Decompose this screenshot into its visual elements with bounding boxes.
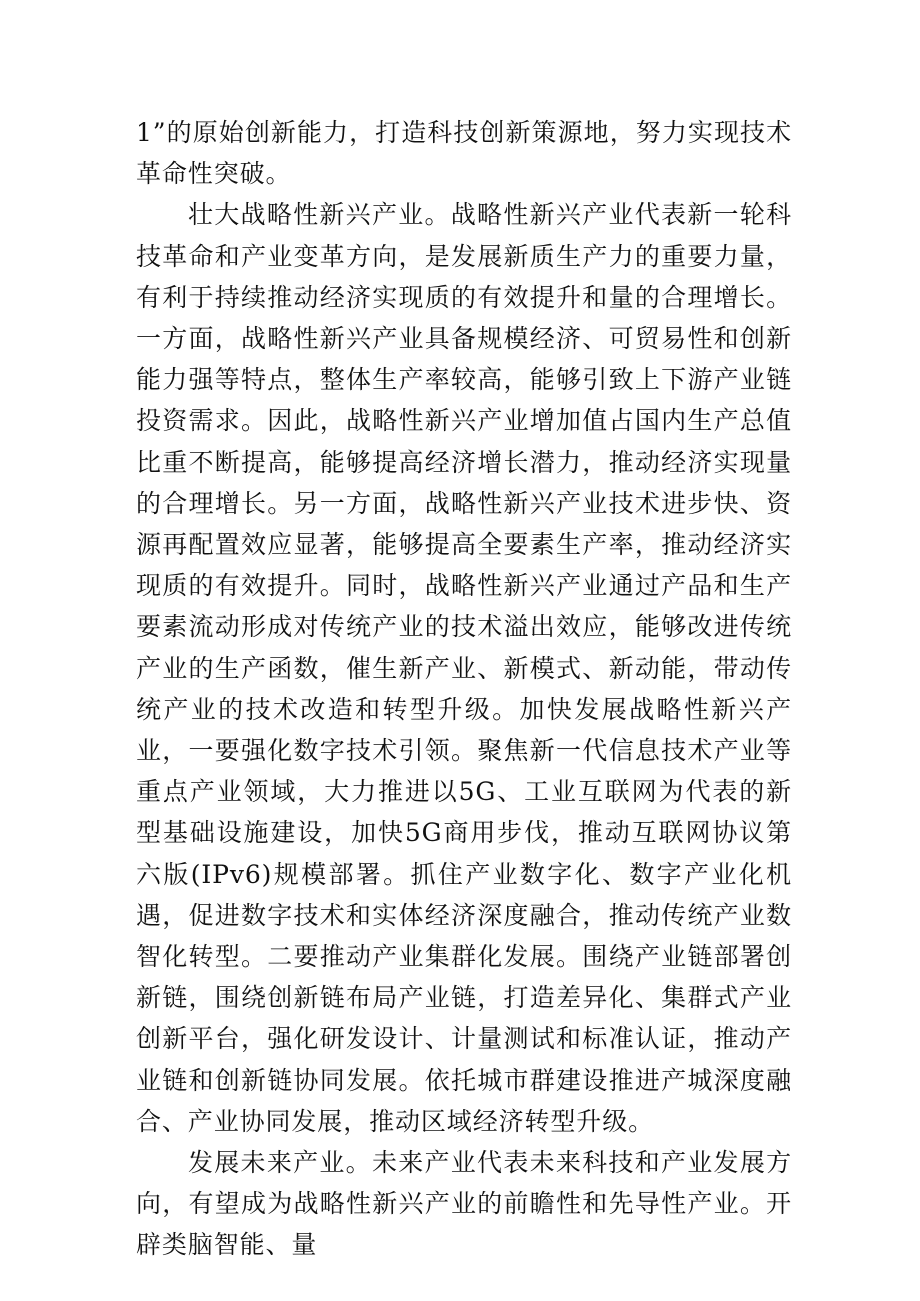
paragraph-emerging-industries: 壮大战略性新兴产业。战略性新兴产业代表新一轮科技革命和产业变革方向，是发展新质生产力的重要力量，有利于持续推动经济实现质的有效提升和量的合理增长。一方面，战略性新兴产业具备规模经济、可贸易性和创新能力强等特点，整体生产率较高，能够引致上下游产业链投资需求。因此，战略性新兴产业增加值占国内生产总值比重不断提高，能够提高经济增长潜力，推动经济实现量的合理增长。另一方面，战略性新兴产业技术进步快、资源再配置效应显著，能够提高全要素生产率，推动经济实现质的有效提升。同时，战略性新兴产业通过产品和生产要素流动形成对传统产业的技术溢出效应，能够改进传统产业的生产函数，催生新产业、新模式、新动能，带动传统产业的技术改造和转型升级。加快发展战略性新兴产业，一要强化数字技术引领。聚焦新一代信息技术产业等重点产业领域，大力推进以5G、工业互联网为代表的新型基础设施建设，加快5G商用步伐，推动互联网协议第六版(IPv6)规模部署。抓住产业数字化、数字产业化机遇，促进数字技术和实体经济深度融合，推动传统产业数智化转型。二要推动产业集群化发展。围绕产业链部署创新链，围绕创新链布局产业链，打造差异化、集群式产业创新平台，强化研发设计、计量测试和标准认证，推动产业链和创新链协同发展。依托城市群建设推进产城深度融合、产业协同发展，推动区域经济转型升级。	[136, 200, 792, 1136]
paragraph-continuation: 1”的原始创新能力，打造科技创新策源地，努力实现技术革命性突破。	[136, 118, 792, 189]
paragraph-future-industries: 发展未来产业。未来产业代表未来科技和产业发展方向，有望成为战略性新兴产业的前瞻性和先导性产业。开辟类脑智能、量	[136, 1148, 792, 1260]
body-text	[136, 112, 792, 1266]
